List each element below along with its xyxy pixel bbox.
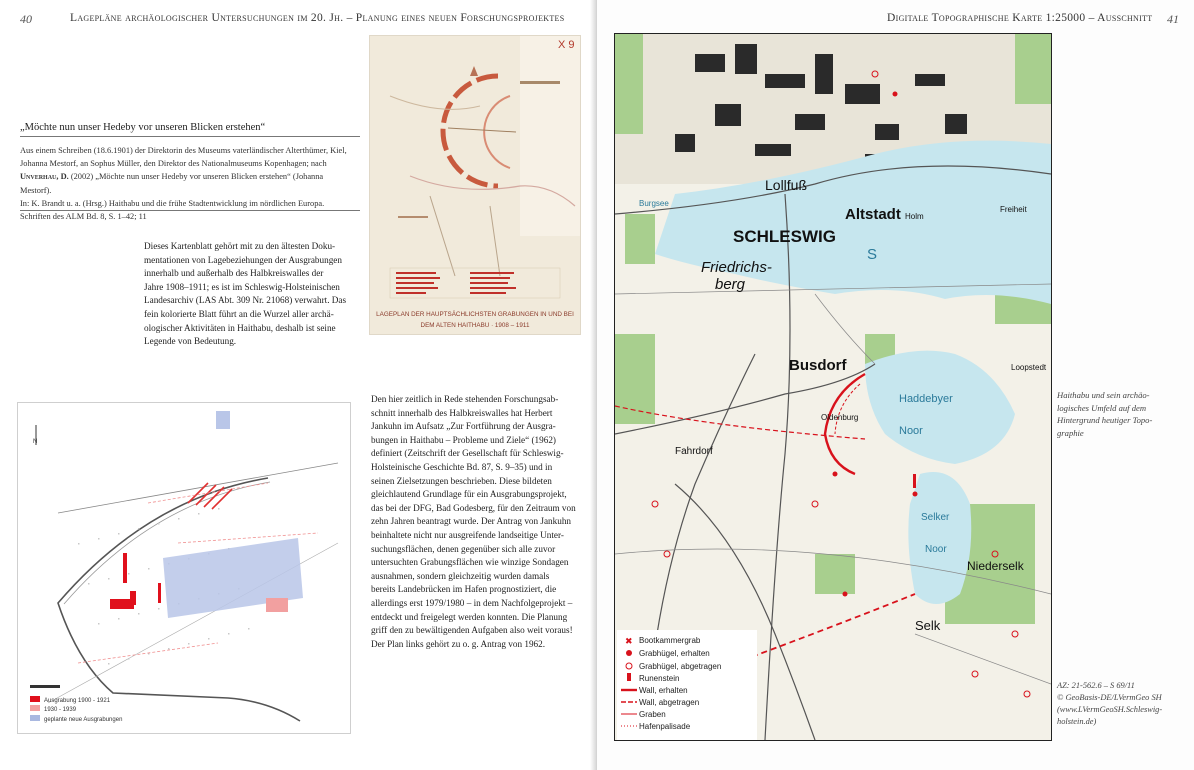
bootkammergrab-icon: ✖	[625, 636, 633, 646]
paragraph-line: Holsteinische Geschichte Bd. 87, S. 9–35) und in	[371, 461, 553, 472]
paragraph-line: griff den zu bewältigenden Aufgaben also weit voraus!	[371, 625, 573, 636]
legend-label: Bootkammergrab	[639, 636, 701, 645]
paragraph-line: innerhalb und außerhalb des Halbkreiswalles der	[144, 268, 324, 279]
excavation-plan-image	[18, 403, 350, 733]
paragraph-line: Legende von Bedeutung.	[144, 336, 237, 347]
runenstein-icon	[627, 673, 631, 681]
paragraph-line: seinen Zielsetzungen beschrieben. Diese bildeten	[371, 475, 552, 486]
paragraph-research	[371, 393, 583, 651]
paragraph-line: suchungsflächen, denen gegenüber sich alle zuvor	[371, 543, 556, 554]
place-label: Selker	[921, 512, 950, 523]
paragraph-line: allerdings erst 1979/1980 – in dem Nachfolgeprojekt –	[371, 597, 573, 608]
place-label: Altstadt	[845, 206, 901, 223]
paragraph-line: das bei der DFG, Bad Godesberg, für den Zeitraum von	[371, 502, 576, 513]
quote-box-text	[20, 144, 356, 223]
legend-label: Runenstein	[639, 674, 680, 683]
paragraph-line: ausnahmen, sondern gleichzeitig wurden damals	[371, 570, 550, 581]
place-label: Noor	[925, 544, 947, 555]
legend-label: Graben	[639, 710, 666, 719]
topographic-map	[615, 34, 1051, 740]
legend-label: 1930 - 1939	[44, 707, 77, 713]
paragraph-historic-map	[144, 240, 356, 349]
map-caption	[1057, 389, 1187, 439]
paragraph-line: bereits Landebrücken im Hafen prognostiziert, die	[371, 584, 557, 595]
paragraph-line: fein kolorierte Blatt führt an die Wurzel aller archä-	[144, 308, 334, 319]
paragraph-line: zehn Jahren beantragt wurde. Der Antrag von Jankuhn	[371, 516, 572, 527]
box-line: In: K. Brandt u. a. (Hrsg.) Haithabu und die frühe Stadtentwicklung im nördlichen Europa.	[20, 198, 325, 208]
historic-map-title-2: DEM ALTEN HAITHABU · 1908 – 1911	[420, 322, 530, 329]
place-label: Busdorf	[789, 357, 847, 374]
running-head: Digitale Topographische Karte 1:25000 – Ausschnitt	[887, 12, 1153, 24]
legend-label: Grabhügel, erhalten	[639, 649, 710, 658]
paragraph-line: Jankuhn im Aufsatz „Zur Fortführung der Ausgra-	[371, 421, 556, 432]
right-page	[597, 0, 1194, 770]
quote-box-title: „Möchte nun unser Hedeby vor unseren Blicken erstehen“	[20, 122, 266, 133]
paragraph-line: gleichlautend Grundlage für ein Ausgrabungsprojekt,	[371, 489, 567, 500]
running-head: Lagepläne archäologischer Untersuchungen im 20. Jh. – Planung eines neuen Forschungsprojektes	[70, 12, 565, 24]
place-label: Oldenburg	[821, 413, 859, 422]
credit-line: © GeoBasis-DE/LVermGeo SH	[1057, 693, 1162, 702]
grabhuegel-erhalten-icon	[626, 650, 632, 656]
legend-label: geplante neue Ausgrabungen	[44, 717, 123, 723]
box-line-citation	[20, 170, 356, 196]
paragraph-line: entdeckt und freigelegt werden konnten. Die Planung	[371, 611, 568, 622]
legend-label: Hafenpalisade	[639, 722, 691, 731]
paragraph-line: untersuchten Grabungsflächen wie winzige Sondagen	[371, 557, 569, 568]
place-label: Lollfuß	[765, 177, 808, 193]
paragraph-line: schnitt innerhalb des Halbkreiswalles hat Herbert	[371, 407, 553, 418]
map-credit	[1057, 680, 1187, 728]
place-label: berg	[715, 276, 746, 293]
paragraph-line: Dieses Kartenblatt gehört mit zu den ältesten Doku-	[144, 241, 336, 251]
place-label: Freiheit	[1000, 205, 1027, 214]
paragraph-line: Landesarchiv (LAS Abt. 309 Nr. 21068) verwahrt. Das	[144, 295, 347, 306]
caption-line: graphie	[1057, 427, 1084, 438]
caption-line: Haithabu und sein archäo-	[1057, 390, 1150, 400]
paragraph-line: bungen in Haithabu – Probleme und Ziele“ (1962)	[371, 434, 556, 445]
box-rule-top	[20, 136, 360, 137]
credit-line: AZ: 21-562.6 – S 69/11	[1057, 681, 1135, 690]
author-name: Unverhau, D.	[20, 172, 69, 182]
box-line: Schriften des ALM Bd. 8, S. 1–42; 11	[20, 212, 147, 222]
paragraph-line: mentationen von Lagebeziehungen der Ausgrabungen	[144, 254, 342, 265]
box-rule-bottom	[20, 210, 360, 211]
place-label: Noor	[899, 425, 923, 437]
map-legend	[617, 630, 757, 740]
box-line: Johanna Mestorf, an Sophus Müller, den Direktor des Nationalmuseums Kopenhagen; nach	[20, 159, 327, 169]
paragraph-line: definiert (Zeitschrift der Gesellschaft für Schleswig-	[371, 448, 564, 459]
page-number: 40	[20, 12, 32, 26]
place-label: Niederselk	[967, 559, 1024, 573]
legend-label: Grabhügel, abgetragen	[639, 662, 722, 671]
paragraph-line: beinhaltete nicht nur ausgreifende landseitige Unter-	[371, 529, 564, 540]
legend-label: Ausgrabung 1900 - 1921	[44, 698, 111, 704]
caption-line: Hintergrund heutiger Topo-	[1057, 415, 1153, 425]
paragraph-line: Jahre 1908–1911; es ist im Schleswig-Holsteinischen	[144, 281, 340, 292]
corner-mark: X 9	[558, 39, 575, 51]
credit-line: holstein.de)	[1057, 717, 1097, 726]
place-label: Haddebyer	[899, 393, 953, 405]
paragraph-line: ologischer Aktivitäten in Haithabu, deshalb ist seine	[144, 322, 336, 333]
place-label: Loopstedt	[1011, 363, 1047, 372]
place-label: Selk	[915, 618, 941, 633]
legend-label: Wall, erhalten	[639, 686, 688, 695]
citation-rest: (2002) „Möchte nun unser Hedeby vor unseren Blicken erstehen“ (Johanna Mestorf).	[20, 172, 324, 195]
place-label: Fahrdorf	[675, 446, 713, 457]
historic-map-image	[370, 36, 580, 334]
place-label: Burgsee	[639, 199, 669, 208]
paragraph-line: Den hier zeitlich in Rede stehenden Forschungsab-	[371, 394, 559, 404]
left-page	[0, 0, 594, 770]
place-label: Holm	[905, 212, 924, 221]
historic-map-title-1: LAGEPLAN DER HAUPTSÄCHLICHSTEN GRABUNGEN IN UND BEI	[376, 311, 574, 318]
box-line: Aus einem Schreiben (18.6.1901) der Direktorin des Museums vaterländischer Alterthümer, Kiel,	[20, 146, 347, 155]
place-label: SCHLESWIG	[733, 227, 836, 246]
legend-label: Wall, abgetragen	[639, 698, 700, 707]
page-number: 41	[1167, 12, 1179, 26]
north-label: N	[33, 439, 38, 445]
place-label: Friedrichs-	[701, 259, 772, 276]
place-label: S	[867, 246, 878, 263]
caption-line: logisches Umfeld auf dem	[1057, 402, 1147, 413]
paragraph-line: Der Plan links gehört zu o. g. Antrag von 1962.	[371, 638, 546, 649]
credit-line: (www.LVermGeoSH.Schleswig-	[1057, 705, 1163, 714]
